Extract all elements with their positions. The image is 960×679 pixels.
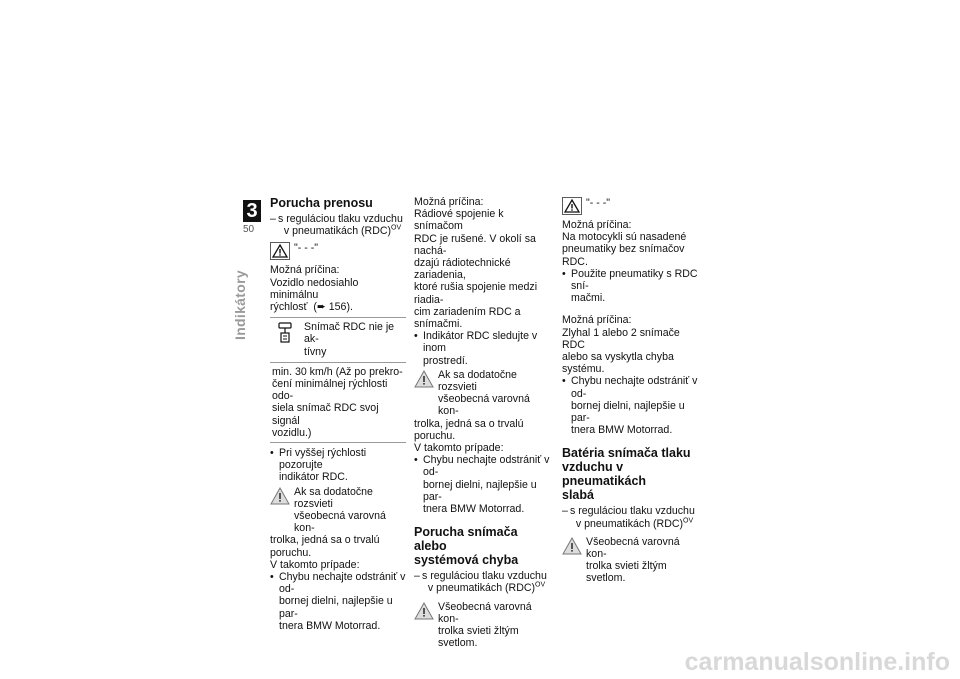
warning-line: Ak sa dodatočne rozsvieti xyxy=(438,368,517,394)
warning-display xyxy=(562,196,698,215)
equipment-line-1: s reguláciou tlaku vzduchu xyxy=(422,570,547,583)
warning-note xyxy=(562,536,698,585)
heading-transmission-fault: Porucha prenosu xyxy=(270,196,373,210)
info-box xyxy=(270,317,406,443)
cause-label: Možná príčina: xyxy=(562,314,632,327)
list-item: • Chybu nechajte odstrániť v od- bornej dielni, najlepšie u par- tnera BMW Motorrad. xyxy=(414,454,550,516)
cause-label: Možná príčina: xyxy=(270,264,340,277)
page-number: 50 xyxy=(243,224,255,235)
watermark: carmanualsonline.info xyxy=(684,648,950,676)
warning-light-icon xyxy=(414,370,434,388)
bullet-line: bornej dielni, najlepšie u par- xyxy=(423,478,537,503)
bullet-line: tnera BMW Motorrad. xyxy=(279,619,381,632)
bullet-line: bornej dielni, najlepšie u par- xyxy=(571,399,685,425)
cause-line: dzajú rádiotechnické zariadenia, xyxy=(414,257,511,282)
equipment-sup: OV xyxy=(535,581,546,589)
list-item: • Pri vyššej rýchlosti pozorujte indikátor RDC. xyxy=(270,447,367,484)
bullet-line: tnera BMW Motorrad. xyxy=(571,424,673,437)
equipment-line-1: s reguláciou tlaku vzduchu xyxy=(570,505,695,518)
equipment-line-1: s reguláciou tlaku vzduchu xyxy=(278,213,403,225)
info-head-line-1: Snímač RDC nie je ak- xyxy=(304,321,395,346)
bullet-line: tnera BMW Motorrad. xyxy=(423,503,525,516)
info-body-line-3: siela snímač RDC svoj signál xyxy=(272,402,379,427)
dash-mark: – xyxy=(270,213,276,225)
cause-line: RDC je rušené. V okolí sa nachá- xyxy=(414,232,536,257)
cause-line: pneumatiky bez snímačov RDC. xyxy=(562,243,685,268)
equipment-note xyxy=(270,213,406,237)
equipment-note xyxy=(562,505,698,529)
warning-display xyxy=(270,241,406,260)
warning-note xyxy=(414,601,550,650)
warning-line: trolka, jedná sa o trvalú poruchu. xyxy=(270,534,380,559)
warning-light-icon xyxy=(270,487,290,505)
cause-label: Možná príčina: xyxy=(414,196,484,208)
list-item: • Chybu nechajte odstrániť v od- bornej dielni, najlepšie u par- tnera BMW Motorrad. xyxy=(562,375,698,437)
heading-battery-low: Batéria snímača tlaku vzduchu v pneumatikách slabá xyxy=(562,446,691,503)
bullet-line: Pri vyššej rýchlosti pozorujte xyxy=(279,447,367,472)
dash-mark: – xyxy=(562,505,568,518)
list-item: • Použite pneumatiky s RDC sní- mačmi. xyxy=(562,267,698,305)
bullet-line: prostredí. xyxy=(423,354,468,367)
warning-line: všeobecná varovná kon- xyxy=(294,510,386,535)
warning-line: Všeobecná varovná kon- xyxy=(438,600,532,625)
cause-line: Rádiové spojenie k snímačom xyxy=(414,208,504,233)
equipment-note xyxy=(414,570,550,594)
warning-line: V takomto prípade: xyxy=(270,558,360,571)
warning-note xyxy=(270,486,406,535)
display-value: "- - -" xyxy=(586,197,610,209)
page-reference-link[interactable]: (➨ 156). xyxy=(313,301,353,314)
info-body-line-4: vozidlu.) xyxy=(272,426,312,439)
warning-light-icon xyxy=(562,537,582,555)
list-item: • Chybu nechajte odstrániť v od- bornej dielni, najlepšie u par- tnera BMW Motorrad. xyxy=(270,571,406,632)
cause-label: Možná príčina: xyxy=(562,219,632,231)
info-body-line-2: čení minimálnej rýchlosti odo- xyxy=(272,378,388,403)
bullet-line: Chybu nechajte odstrániť v od- xyxy=(423,454,550,479)
warning-line: V takomto prípade: xyxy=(414,442,504,455)
warning-triangle-icon xyxy=(562,197,582,215)
bullet-line: Chybu nechajte odstrániť v od- xyxy=(279,571,406,596)
dash-mark: – xyxy=(414,570,420,583)
tire-sensor-icon xyxy=(276,321,296,345)
cause-line: ktoré rušia spojenie medzi riadia- xyxy=(414,281,538,306)
bullet-line: mačmi. xyxy=(571,292,606,305)
display-value: "- - -" xyxy=(294,242,318,255)
warning-triangle-icon xyxy=(270,242,290,260)
cause-line-2a: rýchlosť xyxy=(270,301,308,314)
equipment-line-2: v pneumatikách (RDC) xyxy=(427,582,536,595)
cause-line: Zlyhal 1 alebo 2 snímače RDC xyxy=(562,326,680,351)
equipment-sup: OV xyxy=(391,224,402,232)
chapter-number: 3 xyxy=(243,200,261,222)
column-2 xyxy=(414,196,550,650)
warning-note xyxy=(414,369,550,418)
bullet-line: indikátor RDC. xyxy=(279,471,348,484)
column-1 xyxy=(270,196,406,632)
warning-line: trolka svieti žltým svetlom. xyxy=(438,625,519,650)
list-item: • Indikátor RDC sledujte v inom prostredí. xyxy=(414,330,538,367)
info-head-line-2: tívny xyxy=(304,345,327,358)
warning-line: Všeobecná varovná kon- xyxy=(586,535,680,561)
cause-line: cim zariadením RDC a snímačmi. xyxy=(414,305,521,331)
cause-line: alebo sa vyskytla chyba systému. xyxy=(562,351,674,376)
warning-light-icon xyxy=(414,602,434,620)
warning-line: Ak sa dodatočne rozsvieti xyxy=(294,485,373,510)
bullet-line: Indikátor RDC sledujte v inom xyxy=(423,330,538,355)
bullet-line: bornej dielni, najlepšie u par- xyxy=(279,595,393,620)
heading-sensor-fault: Porucha snímača alebo systémová chyba xyxy=(414,525,519,568)
bullet-line: Použite pneumatiky s RDC sní- xyxy=(571,267,698,293)
info-body-line-1: min. 30 km/h (Až po prekro- xyxy=(272,365,403,378)
cause-line: Na motocykli sú nasadené xyxy=(562,231,687,244)
section-label: Indikátory xyxy=(232,270,248,340)
column-3 xyxy=(562,196,698,585)
bullet-line: Chybu nechajte odstrániť v od- xyxy=(571,375,698,400)
cause-line-1: Vozidlo nedosiahlo minimálnu xyxy=(270,276,359,301)
equipment-line-2: v pneumatikách (RDC) xyxy=(575,517,684,530)
warning-line: trolka svieti žltým svetlom. xyxy=(586,560,667,585)
equipment-sup: OV xyxy=(683,517,694,525)
equipment-line-2: v pneumatikách (RDC) xyxy=(283,225,392,238)
warning-line: trolka, jedná sa o trvalú poruchu. xyxy=(414,417,524,442)
warning-line: všeobecná varovná kon- xyxy=(438,393,530,418)
